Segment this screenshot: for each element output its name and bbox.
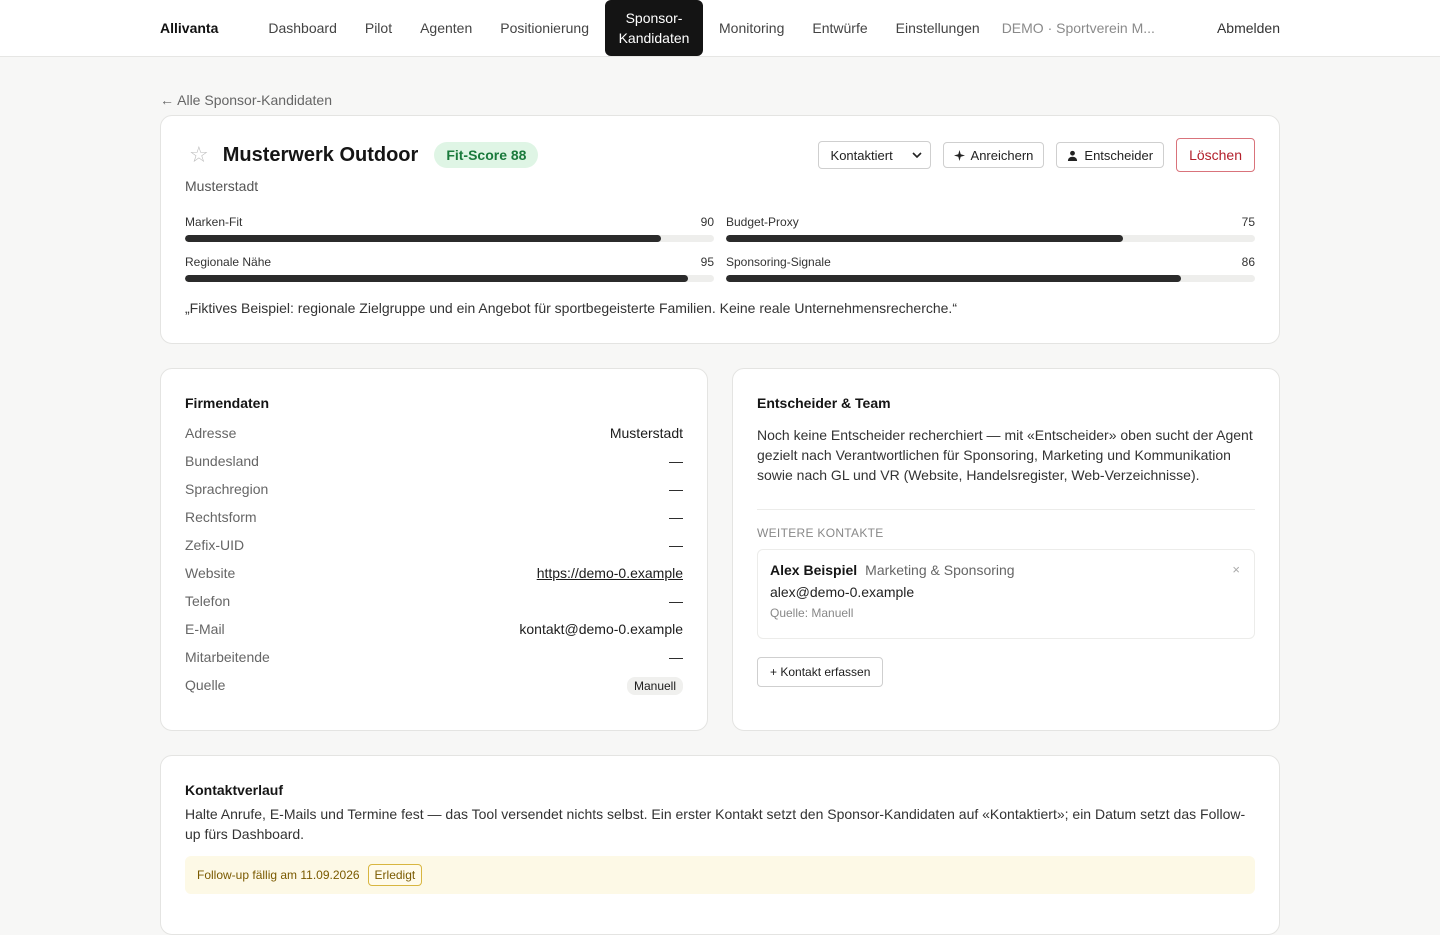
followup-text: Follow-up fällig am 11.09.2026 (197, 868, 360, 882)
followup-banner (185, 856, 1255, 894)
contact-history-title: Kontaktverlauf (185, 782, 284, 798)
organization-name: DEMO · Sportverein M... (1001, 20, 1155, 36)
metric-bar (185, 275, 714, 282)
company-city: Musterstadt (185, 178, 259, 194)
nav-dashboard[interactable]: Dashboard (268, 20, 337, 36)
status-select-value: Kontaktiert (830, 147, 893, 163)
candidate-header (185, 140, 1255, 170)
metric-value: 75 (1241, 215, 1255, 229)
field-email (185, 621, 683, 649)
metric-bar (726, 275, 1255, 282)
decider-button-label: Entscheider (1084, 147, 1154, 163)
nav-positionierung[interactable]: Positionierung (500, 20, 589, 36)
contact-card (757, 549, 1255, 639)
contact-email: alex@demo-0.example (770, 584, 915, 600)
field-website (185, 565, 683, 593)
contact-source: Quelle: Manuell (770, 606, 854, 620)
detail-row (160, 368, 1280, 731)
nav-einstellungen[interactable]: Einstellungen (895, 20, 980, 36)
divider (757, 509, 1255, 510)
enrich-button-label: Anreichern (970, 147, 1034, 163)
field-label: Telefon (185, 593, 231, 609)
metric-label: Regionale Nähe (185, 255, 272, 269)
company-data-card (160, 368, 708, 731)
field-value: — (669, 593, 683, 609)
field-quelle (185, 677, 683, 705)
top-navigation (0, 0, 1440, 57)
field-value: — (669, 509, 683, 525)
more-contacts-label: WEITERE KONTAKTE (757, 526, 884, 540)
contact-history-description: Halte Anrufe, E-Mails und Termine fest — das Tool versendet nichts selbst. Ein erster Kontakt setzt den Sponsor-Kandidaten auf «Kontaktiert»; ein Datum setzt das Follow-up fürs Dashboard. (185, 806, 1246, 842)
metric-bar (726, 235, 1255, 242)
field-rechtsform (185, 509, 683, 537)
company-data-title: Firmendaten (185, 395, 270, 411)
delete-button[interactable]: Löschen (1176, 138, 1255, 172)
nav-agenten[interactable]: Agenten (420, 20, 473, 36)
score-metrics (185, 214, 1255, 294)
field-value: kontakt@demo-0.example (519, 621, 683, 637)
mark-done-button[interactable]: Erledigt (368, 864, 423, 886)
main-content (160, 90, 1280, 935)
field-label: Adresse (185, 425, 237, 441)
remove-contact-close-icon[interactable]: × (1232, 562, 1240, 577)
favorite-star-icon[interactable]: ☆ (189, 142, 209, 167)
metric-bar-fill (726, 235, 1123, 242)
nav-monitoring[interactable]: Monitoring (719, 20, 785, 36)
metric-value: 90 (700, 215, 714, 229)
metric-value: 95 (700, 255, 714, 269)
fit-rationale-quote: „Fiktives Beispiel: regionale Zielgruppe und ein Angebot für sportbegeisterte Familien. Keine reale Unternehmensrecherche.“ (185, 300, 957, 316)
metric-bar (185, 235, 714, 242)
team-description: Noch keine Entscheider recherchiert — mit «Entscheider» oben sucht der Agent gezielt nach Verantwortlichen für Sponsoring, Marketing und Kommunikation sowie nach GL und VR (Website, Handelsregister, Web-Verzeichnisse). (757, 427, 1253, 483)
metric-value: 86 (1241, 255, 1255, 269)
metric-budget-proxy (726, 214, 1255, 254)
header-actions (818, 138, 1255, 172)
main-nav (254, 0, 993, 57)
metric-marken-fit (185, 214, 714, 254)
field-label: Rechtsform (185, 509, 257, 525)
decider-button[interactable] (1056, 142, 1164, 168)
brand-logo[interactable]: Allivanta (160, 20, 219, 36)
metric-label: Budget-Proxy (726, 215, 799, 229)
team-title: Entscheider & Team (757, 395, 891, 411)
field-sprachregion (185, 481, 683, 509)
field-value: Musterstadt (609, 425, 683, 441)
status-select[interactable] (818, 141, 931, 169)
field-value: — (669, 453, 683, 469)
contact-name: Alex Beispiel (770, 562, 858, 578)
field-label: Sprachregion (185, 481, 269, 497)
person-icon (1067, 150, 1078, 161)
field-value: — (669, 649, 683, 665)
add-contact-button[interactable]: + Kontakt erfassen (757, 657, 883, 687)
contact-history-card (160, 755, 1280, 935)
source-badge: Manuell (627, 677, 683, 695)
field-value: — (669, 481, 683, 497)
nav-entwuerfe[interactable]: Entwürfe (812, 20, 868, 36)
field-label: Bundesland (185, 453, 259, 469)
nav-sponsor-kandidaten[interactable]: Sponsor-Kandidaten (605, 0, 703, 56)
field-zefix-uid (185, 537, 683, 565)
field-label: Mitarbeitende (185, 649, 270, 665)
metric-bar-fill (185, 275, 688, 282)
back-link[interactable]: ← Alle Sponsor-Kandidaten (160, 92, 332, 108)
fit-score-badge: Fit-Score 88 (434, 142, 538, 168)
field-label: Quelle (185, 677, 226, 693)
metric-bar-fill (726, 275, 1181, 282)
metric-bar-fill (185, 235, 661, 242)
contact-role: Marketing & Sponsoring (865, 562, 1015, 578)
company-name: Musterwerk Outdoor (222, 143, 419, 166)
metric-regionale-naehe (185, 254, 714, 294)
metric-label: Marken-Fit (185, 215, 243, 229)
field-label: Website (185, 565, 236, 581)
field-telefon (185, 593, 683, 621)
field-adresse (185, 425, 683, 453)
field-label: Zefix-UID (185, 537, 245, 553)
field-bundesland (185, 453, 683, 481)
website-link[interactable]: https://demo-0.example (536, 565, 683, 581)
field-label: E-Mail (185, 621, 225, 637)
metric-sponsoring-signale (726, 254, 1255, 294)
decider-team-card (732, 368, 1280, 731)
field-mitarbeitende (185, 649, 683, 677)
logout-link[interactable]: Abmelden (1216, 20, 1280, 36)
enrich-button[interactable] (943, 142, 1045, 168)
metric-label: Sponsoring-Signale (726, 255, 831, 269)
chevron-down-icon (912, 152, 922, 158)
nav-pilot[interactable]: Pilot (364, 20, 393, 36)
field-value: — (669, 537, 683, 553)
sparkle-icon (954, 150, 965, 161)
candidate-header-card (160, 115, 1280, 344)
